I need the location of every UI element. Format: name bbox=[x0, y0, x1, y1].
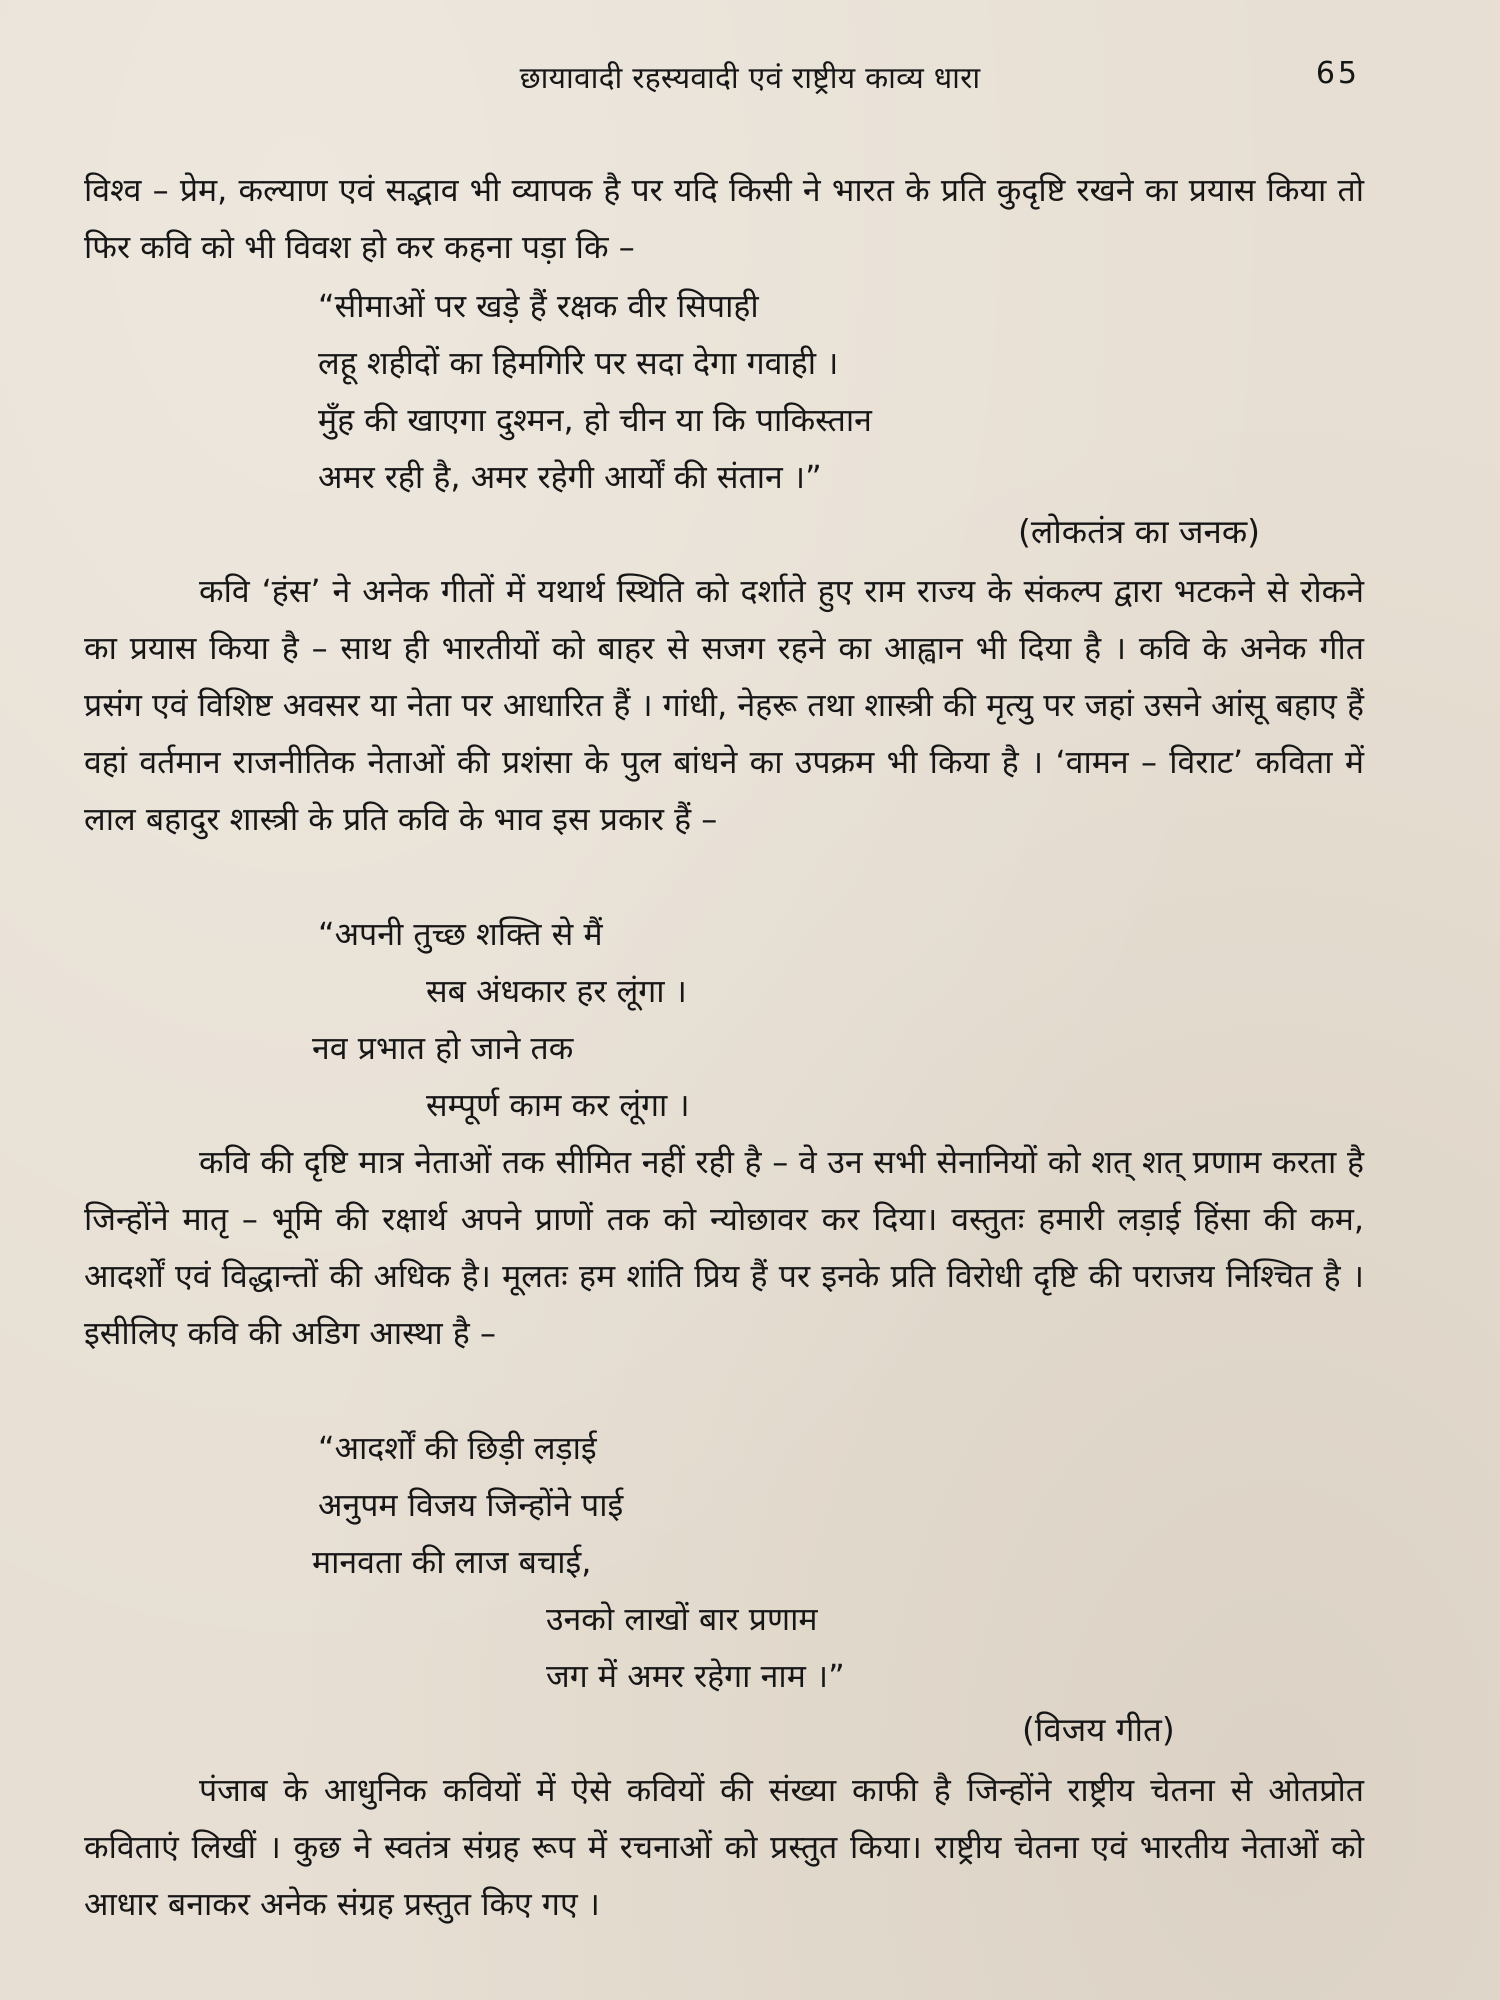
verse-line: “आदर्शों की छिड़ी लड़ाई bbox=[318, 1429, 597, 1467]
running-header: छायावादी रहस्यवादी एवं राष्ट्रीय काव्य धारा bbox=[519, 61, 981, 96]
verse-line: मानवता की लाज बचाई, bbox=[312, 1543, 592, 1581]
verse-line: जग में अमर रहेगा नाम ।” bbox=[546, 1657, 845, 1695]
paragraph-2: कवि ‘हंस’ ने अनेक गीतों में यथार्थ स्थिति को दर्शाते हुए राम राज्य के संकल्प द्वारा भटकने से रोकने का प्रयास किया है – साथ ही भारतीयों को बाहर से सजग रहने का आह्वान भी दिया है । कवि के अनेक गीत प्रसंग एवं विशिष्ट अवसर या नेता पर आधारित हैं । गांधी, नेहरू तथा शास्त्री की मृत्यु पर जहां उसने आंसू बहाए हैं वहां वर्तमान राजनीतिक नेताओं की प्रशंसा के पुल बांधने का उपक्रम भी किया है । ‘वामन – विराट’ कविता में लाल बहादुर शास्त्री के प्रति कवि के भाव इस प्रकार हैं – bbox=[84, 572, 1365, 838]
paragraph-4: पंजाब के आधुनिक कवियों में ऐसे कवियों की संख्या काफी है जिन्होंने राष्ट्रीय चेतना से ओतप्रोत कविताएं लिखीं । कुछ ने स्वतंत्र संग्रह रूप में रचनाओं को प्रस्तुत किया। राष्ट्रीय चेतना एवं भारतीय नेताओं को आधार बनाकर अनेक संग्रह प्रस्तुत किए गए । bbox=[84, 1771, 1364, 1923]
verse-line: लहू शहीदों का हिमगिरि पर सदा देगा गवाही । bbox=[318, 344, 839, 382]
verse-line: सम्पूर्ण काम कर लूंगा । bbox=[426, 1086, 690, 1124]
verse-line: अनुपम विजय जिन्होंने पाई bbox=[318, 1486, 624, 1524]
page-number: 65 bbox=[1315, 56, 1360, 91]
verse-line: उनको लाखों बार प्रणाम bbox=[546, 1600, 818, 1638]
verse-line: मुँह की खाएगा दुश्मन, हो चीन या कि पाकिस्तान bbox=[318, 401, 872, 439]
poem-source: (लोकतंत्र का जनक) bbox=[1018, 512, 1261, 551]
verse-line: नव प्रभात हो जाने तक bbox=[312, 1029, 574, 1067]
verse-line: “अपनी तुच्छ शक्ति से मैं bbox=[318, 915, 603, 953]
paragraph-3: कवि की दृष्टि मात्र नेताओं तक सीमित नहीं रही है – वे उन सभी सेनानियों को शत् शत् प्रणाम करता है जिन्होंने मातृ – भूमि की रक्षार्थ अपने प्राणों तक को न्योछावर कर दिया। वस्तुतः हमारी लड़ाई हिंसा की कम, आदर्शों एवं विद्धान्तों की अधिक है। मूलतः हम शांति प्रिय हैं पर इनके प्रति विरोधी दृष्टि की पराजय निश्चित है । इसीलिए कवि की अडिग आस्था है – bbox=[84, 1143, 1364, 1352]
poem-source: (विजय गीत) bbox=[1022, 1710, 1175, 1749]
verse-line: “सीमाओं पर खड़े हैं रक्षक वीर सिपाही bbox=[318, 287, 759, 325]
paragraph-1: विश्व – प्रेम, कल्याण एवं सद्भाव भी व्यापक है पर यदि किसी ने भारत के प्रति कुदृष्टि रखने का प्रयास किया तो फिर कवि को भी विवश हो कर कहना पड़ा कि – bbox=[84, 171, 1364, 266]
verse-line: सब अंधकार हर लूंगा । bbox=[426, 972, 687, 1010]
verse-line: अमर रही है, अमर रहेगी आर्यों की संतान ।” bbox=[318, 458, 822, 496]
